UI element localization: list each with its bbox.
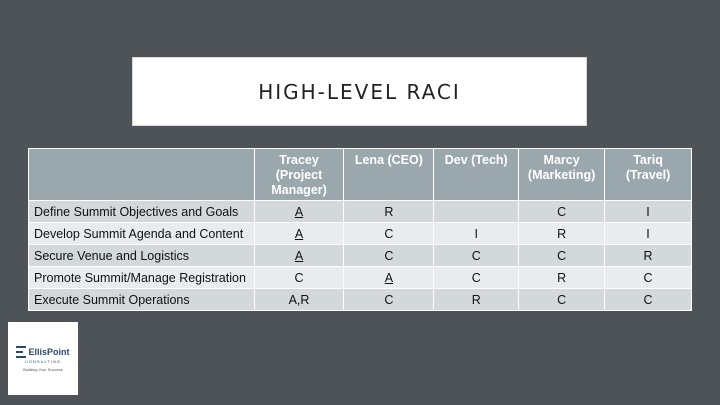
accountable-mark: A — [294, 204, 304, 219]
raci-cell: I — [434, 223, 519, 245]
header-tracey: Tracey (Project Manager) — [254, 149, 344, 201]
raci-cell: C — [434, 267, 519, 289]
raci-cell: C — [344, 223, 434, 245]
logo-tagline: Building Your Success — [23, 366, 63, 372]
header-dev: Dev (Tech) — [434, 149, 519, 201]
raci-cell: R — [434, 289, 519, 311]
task-cell: Develop Summit Agenda and Content — [29, 223, 255, 245]
accountable-mark: A — [294, 226, 304, 241]
raci-cell: C — [344, 289, 434, 311]
company-logo — [8, 322, 78, 395]
table-row — [29, 223, 692, 245]
raci-cell: R — [519, 267, 605, 289]
table-row — [29, 267, 692, 289]
logo-lines-icon — [16, 346, 26, 358]
slide-title: HIGH-LEVEL RACI — [258, 79, 461, 104]
raci-cell: R — [519, 223, 605, 245]
raci-cell: I — [605, 223, 692, 245]
header-marcy: Marcy (Marketing) — [519, 149, 605, 201]
table-row — [29, 245, 692, 267]
accountable-mark: A — [384, 270, 394, 285]
raci-cell: C — [605, 289, 692, 311]
raci-cell: C — [519, 289, 605, 311]
raci-cell — [254, 245, 344, 267]
raci-cell: C — [434, 245, 519, 267]
raci-cell: I — [605, 201, 692, 223]
raci-cell — [254, 223, 344, 245]
table-row — [29, 289, 692, 311]
raci-cell: C — [254, 267, 344, 289]
raci-cell: C — [605, 267, 692, 289]
title-box — [132, 57, 587, 126]
task-cell: Promote Summit/Manage Registration — [29, 267, 255, 289]
header-task — [29, 149, 255, 201]
logo-subtitle: CONSULTING — [25, 358, 61, 364]
raci-cell: A,R — [254, 289, 344, 311]
raci-table — [28, 148, 692, 311]
task-cell: Secure Venue and Logistics — [29, 245, 255, 267]
accountable-mark: A — [294, 248, 304, 263]
header-lena: Lena (CEO) — [344, 149, 434, 201]
raci-cell: C — [519, 245, 605, 267]
task-cell: Define Summit Objectives and Goals — [29, 201, 255, 223]
header-tariq: Tariq (Travel) — [605, 149, 692, 201]
raci-cell: C — [519, 201, 605, 223]
raci-cell: C — [344, 245, 434, 267]
table-row — [29, 201, 692, 223]
task-cell: Execute Summit Operations — [29, 289, 255, 311]
header-row — [29, 149, 692, 201]
raci-cell — [254, 201, 344, 223]
raci-cell — [344, 267, 434, 289]
raci-cell: R — [344, 201, 434, 223]
raci-cell — [434, 201, 519, 223]
logo-name: EllisPoint — [28, 346, 70, 357]
raci-cell: R — [605, 245, 692, 267]
